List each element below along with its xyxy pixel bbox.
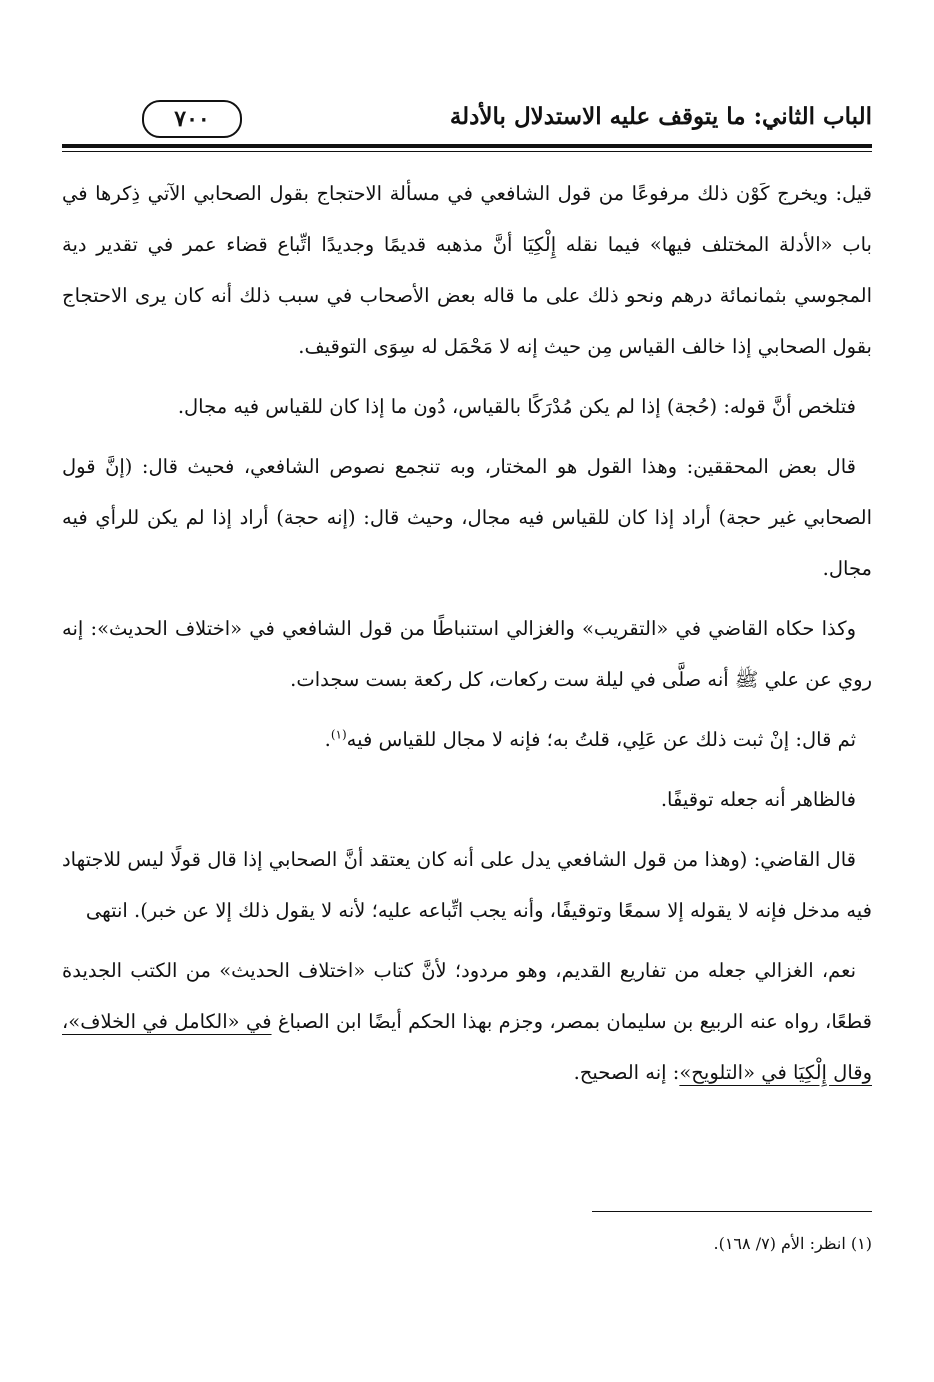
footnote-separator — [592, 1211, 872, 1212]
header-rule-thick — [62, 144, 872, 148]
underlined-citation: في «الكامل في الخلاف»، وقال إِلْكِيَا في «التلويح» — [62, 1010, 872, 1084]
paragraph-8: نعم، الغزالي جعله من تفاريع القديم، وهو مردود؛ لأنَّ كتاب «اختلاف الحديث» من الكتب الجديدة قطعًا، رواه عنه الربيع بن سليمان بمصر، وجزم بهذا الحكم أيضًا ابن الصباغ في «الكامل في الخلاف»، وقال إِلْكِيَا في «التلويح»: إنه الصحيح. — [62, 959, 873, 1084]
paragraph-7: قال القاضي: (وهذا من قول الشافعي يدل على أنه كان يعتقد أنَّ الصحابي إذا قال قولًا ليس للاجتهاد فيه مدخل فإنه لا يقوله إلا سمعًا وتوقيفًا، وأنه يجب اتِّباعه عليه؛ لأنه لا يقول ذلك إلا عن خبر). انتهى — [62, 848, 872, 922]
paragraph-5: ثم قال: إنْ ثبت ذلك عن عَلِي، قلتُ به؛ فإنه لا مجال للقياس فيه$^{(١)}$. — [324, 727, 856, 751]
page-number: ٧٠٠ — [142, 100, 242, 138]
paragraph-1: قيل: ويخرج كَوْن ذلك مرفوعًا من قول الشافعي في مسألة الاحتجاج بقول الصحابي الآتي ذِكرها في باب «الأدلة المختلف فيها» فيما نقله إِلْكِيَا أنَّ مذهبه قديمًا وجديدًا اتِّباع قضاء عمر في تقدير دية المجوسي بثمانمائة درهم ونحو ذلك على ما قاله بعض الأصحاب في سبب ذلك أنه كان يرى الاحتجاج بقول الصحابي إذا خالف القياس مِن حيث إنه لا مَحْمَل له سِوَى التوقيف. — [62, 182, 872, 358]
header-rule-thin — [62, 151, 872, 152]
page-header — [62, 100, 872, 140]
paragraph-6: فالظاهر أنه جعله توقيفًا. — [660, 788, 856, 811]
main-text — [62, 168, 872, 1107]
footnote-reference: (١) — [330, 727, 347, 742]
paragraph-2: فتلخص أنَّ قوله: (حُجة) إذا لم يكن مُدْرَكًا بالقياس، دُون ما إذا كان للقياس فيه مجال. — [177, 395, 856, 418]
running-title: الباب الثاني: ما يتوقف عليه الاستدلال بالأدلة — [449, 103, 872, 130]
footnote: (١) انظر: الأم (٧/ ١٦٨). — [713, 1234, 872, 1253]
paragraph-3: قال بعض المحققين: وهذا القول هو المختار، وبه تنجمع نصوص الشافعي، فحيث قال: (إنَّ قول الصحابي غير حجة) أراد إذا كان للقياس فيه مجال، وحيث قال: (إنه حجة) أراد إذا لم يكن للرأي فيه مجال. — [62, 455, 872, 580]
paragraph-4: وكذا حكاه القاضي في «التقريب» والغزالي استنباطًا من قول الشافعي في «اختلاف الحديث»: إنه روي عن علي ﷺ أنه صلَّى في ليلة ست ركعات، كل ركعة بست سجدات. — [62, 617, 872, 691]
